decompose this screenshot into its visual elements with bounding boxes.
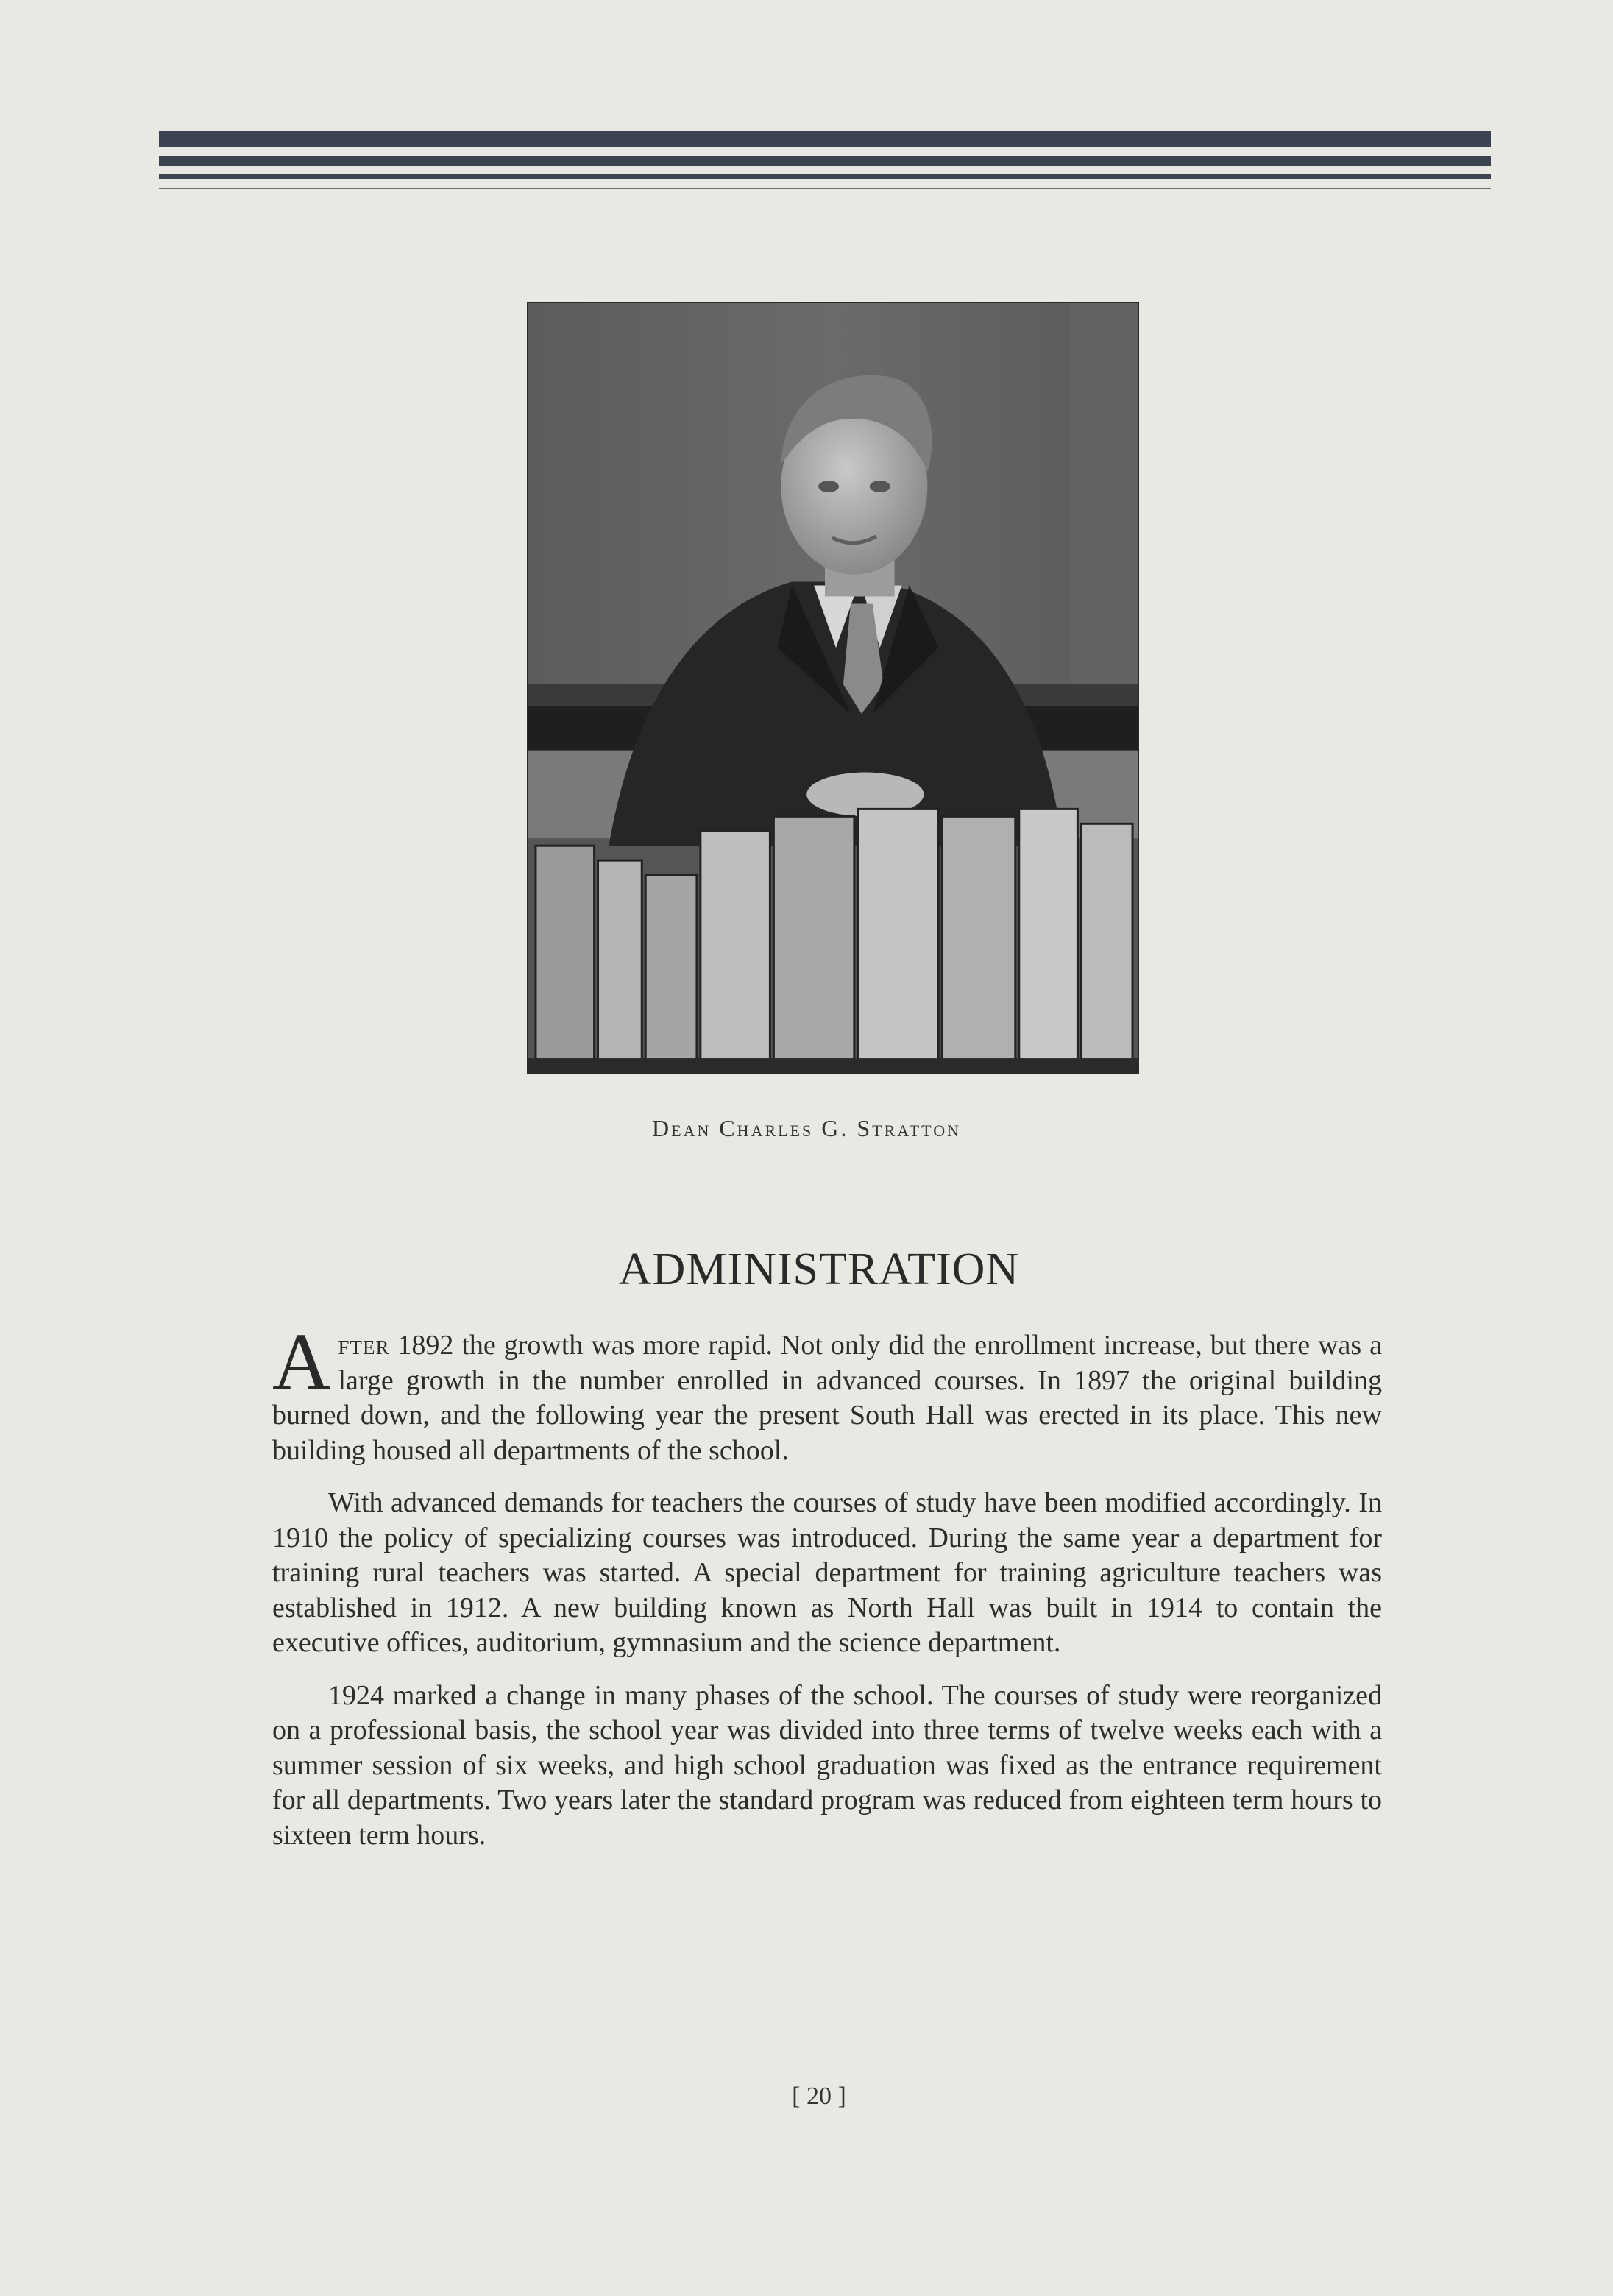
paragraph-text: 1892 the growth was more rapid. Not only did the enrollment increase, but there was a large growth in the number enrolled in advanced courses. In 1897 the original building burned down, and the following year the present South Hall was erected in its place. This new building housed all departments of the school. bbox=[272, 1330, 1382, 1466]
page-title: ADMINISTRATION bbox=[618, 1244, 1020, 1294]
portrait-photo bbox=[527, 302, 1139, 1074]
drop-cap: A bbox=[272, 1317, 331, 1406]
page-number: [ 20 ] bbox=[792, 2083, 846, 2110]
header-rule bbox=[159, 174, 1491, 179]
paragraph-lead: fter bbox=[338, 1330, 390, 1361]
photo-caption: Dean Charles G. Stratton bbox=[652, 1115, 961, 1141]
portrait-illustration bbox=[528, 303, 1138, 1073]
header-rule bbox=[159, 156, 1491, 166]
paragraph bbox=[272, 1317, 1382, 1468]
paragraph: With advanced demands for teachers the courses of study have been modified accordingly. In 1910 the policy of specializing courses was introduced. During the same year a department for training rural teachers was started. A special department for training agriculture teachers was established in 1912. A new building known as North Hall was built in 1914 to contain the executive offices, auditorium, gymnasium and the science department. bbox=[272, 1487, 1382, 1658]
header-rule bbox=[159, 131, 1491, 147]
body-text bbox=[272, 1317, 1382, 1853]
paragraph: 1924 marked a change in many phases of the school. The courses of study were reorganized on a professional basis, the school year was divided into three terms of twelve weeks each with a summer session of six weeks, and high school graduation was fixed as the entrance requirement for all departments. Two years later the standard program was reduced from eighteen term hours to sixteen term hours. bbox=[272, 1679, 1382, 1851]
header-rule bbox=[159, 188, 1491, 189]
